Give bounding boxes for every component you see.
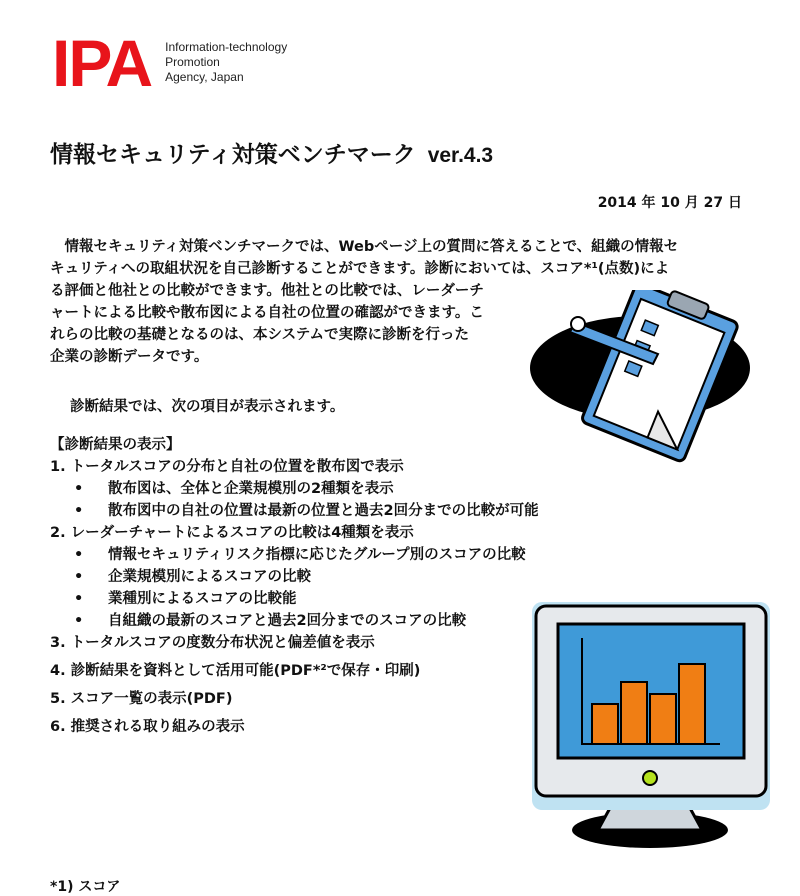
list-item: 1. トータルスコアの分布と自社の位置を散布図で表示 bbox=[50, 459, 404, 475]
intro-line: れらの比較の基礎となるのは、本システムで実際に診断を行った bbox=[50, 327, 470, 343]
bar-2 bbox=[621, 682, 647, 744]
intro-line: 情報セキュリティ対策ベンチマークでは、Webページ上の質問に答えることで、組織の情報セ bbox=[50, 239, 679, 255]
page-title bbox=[50, 136, 493, 169]
ipa-logo bbox=[52, 26, 288, 100]
results-list bbox=[50, 456, 539, 738]
sub-item: • 自組織の最新のスコアと過去2回分までのスコアの比較 bbox=[74, 613, 467, 629]
intro-line: る評価と他社との比較ができます。他社との比較では、レーダーチ bbox=[50, 283, 484, 299]
bar-1 bbox=[592, 704, 618, 744]
section-title: 【診断結果の表示】 bbox=[50, 437, 181, 453]
clipboard-icon bbox=[581, 290, 741, 463]
intro-line: 企業の診断データです。 bbox=[50, 349, 209, 365]
sub-item: • 散布図は、全体と企業規模別の2種類を表示 bbox=[74, 481, 394, 497]
logo-mark: IPA bbox=[52, 26, 152, 100]
logo-line-2: Promotion bbox=[165, 55, 220, 69]
list-item: 6. 推奨される取り組みの表示 bbox=[50, 719, 245, 735]
list-item: 3. トータルスコアの度数分布状況と偏差値を表示 bbox=[50, 635, 375, 651]
intro-line: キュリティへの取組状況を自己診断することができます。診断においては、スコア*¹(点数)によ bbox=[50, 261, 670, 277]
monitor-illustration bbox=[520, 598, 780, 858]
list-item: 5. スコア一覧の表示(PDF) bbox=[50, 691, 233, 707]
sub-item: • 散布図中の自社の位置は最新の位置と過去2回分までの比較が可能 bbox=[74, 503, 539, 519]
footnote: *1) スコア bbox=[50, 879, 121, 895]
sub-item: • 情報セキュリティリスク指標に応じたグループ別のスコアの比較 bbox=[74, 547, 526, 563]
clipboard-illustration bbox=[520, 290, 770, 470]
list-item: 2. レーダーチャートによるスコアの比較は4種類を表示 bbox=[50, 525, 414, 541]
sub-item: • 業種別によるスコアの比較能 bbox=[74, 591, 297, 607]
bar-4 bbox=[679, 664, 705, 744]
document-date: 2014 年 10 月 27 日 bbox=[597, 195, 742, 211]
bar-3 bbox=[650, 694, 676, 744]
logo-line-3: Agency, Japan bbox=[165, 70, 244, 84]
list-item: 4. 診断結果を資料として活用可能(PDF*²で保存・印刷) bbox=[50, 663, 421, 679]
logo-text bbox=[165, 40, 287, 85]
title-version: ver.4.3 bbox=[427, 144, 494, 167]
results-intro: 診断結果では、次の項目が表示されます。 bbox=[70, 399, 345, 415]
intro-line: ャートによる比較や散布図による自社の位置の確認ができます。こ bbox=[50, 305, 484, 321]
title-main: 情報セキュリティ対策ベンチマーク bbox=[50, 142, 416, 168]
sub-item: • 企業規模別によるスコアの比較 bbox=[74, 569, 311, 585]
logo-line-1: Information-technology bbox=[165, 40, 288, 54]
